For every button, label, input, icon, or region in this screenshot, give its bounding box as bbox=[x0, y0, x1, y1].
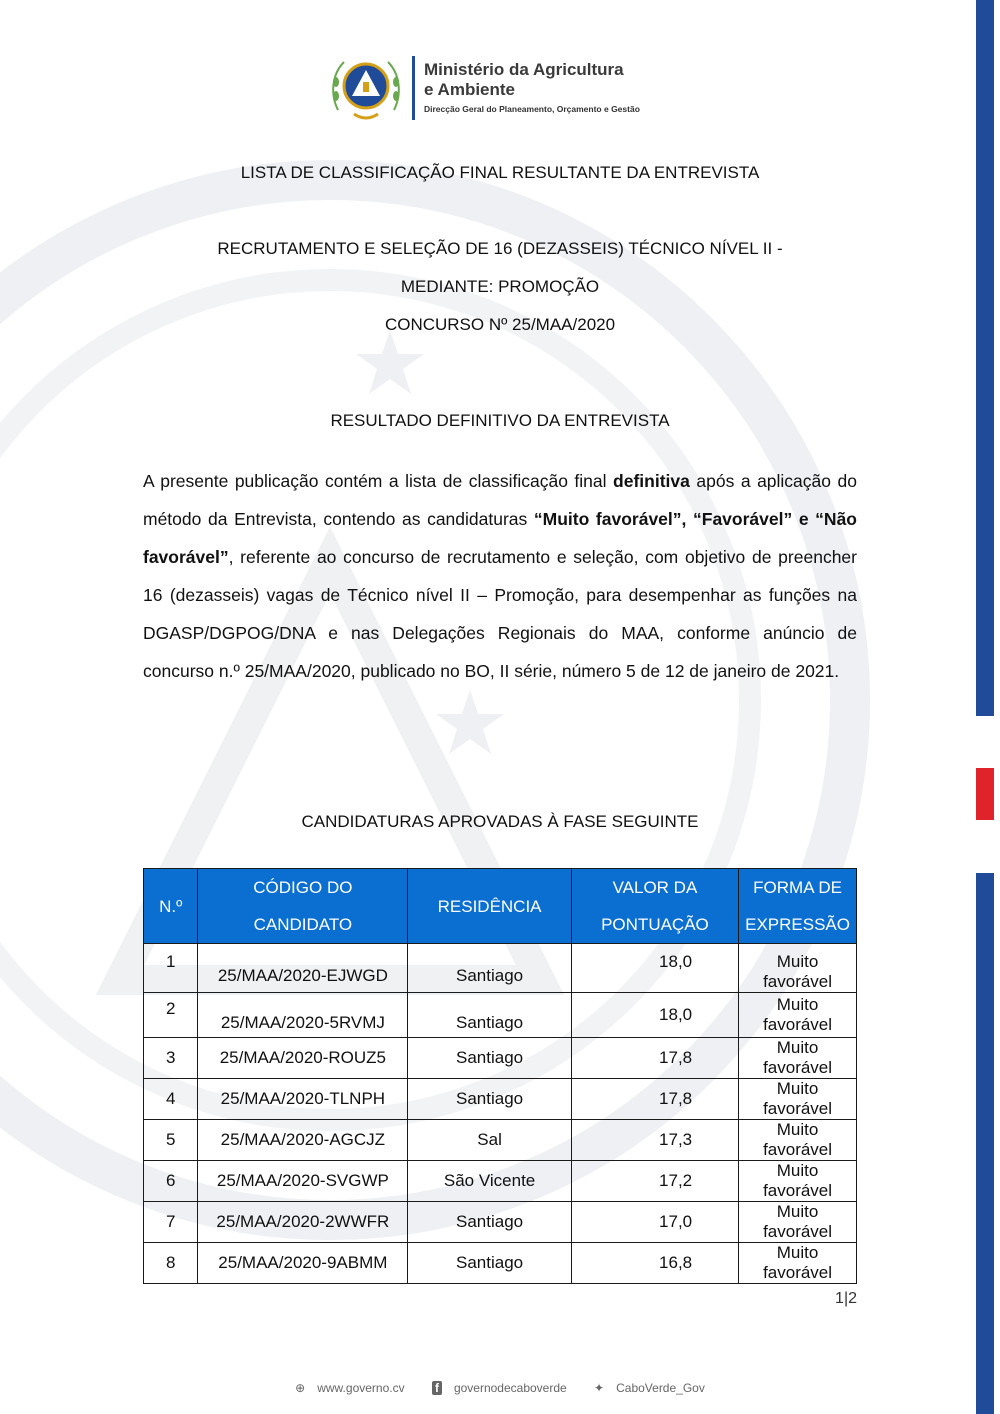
header-residence bbox=[408, 869, 571, 944]
cell-num: 3 bbox=[144, 1038, 198, 1079]
cell-code: 25/MAA/2020-2WWFR bbox=[198, 1202, 408, 1243]
table-row bbox=[144, 1243, 857, 1284]
cell-score: 16,8 bbox=[571, 1243, 738, 1284]
main-title: LISTA DE CLASSIFICAÇÃO FINAL RESULTANTE DA ENTREVISTA bbox=[240, 163, 760, 182]
cell-residence: Santiago bbox=[408, 944, 571, 993]
national-seal-icon bbox=[328, 52, 404, 124]
cell-score: 17,0 bbox=[571, 1202, 738, 1243]
table-row bbox=[144, 1161, 857, 1202]
cell-residence: Santiago bbox=[408, 1079, 571, 1120]
para-bold-definitiva: definitiva bbox=[613, 471, 690, 491]
footer-twitter[interactable] bbox=[588, 1381, 711, 1395]
cell-residence: Santiago bbox=[408, 1202, 571, 1243]
cell-num: 2 bbox=[144, 993, 198, 1038]
cell-form: Muito favorável bbox=[739, 1243, 857, 1284]
contest-title: CONCURSO Nº 25/MAA/2020 bbox=[384, 315, 616, 334]
cell-form: Muito favorável bbox=[739, 993, 857, 1038]
header-score-line2: PONTUAÇÃO bbox=[601, 915, 709, 934]
cell-code: 25/MAA/2020-5RVMJ bbox=[198, 993, 408, 1038]
facebook-icon: f bbox=[432, 1381, 442, 1395]
cell-form: Muito favorável bbox=[739, 1079, 857, 1120]
cell-code: 25/MAA/2020-ROUZ5 bbox=[198, 1038, 408, 1079]
table-row bbox=[144, 1038, 857, 1079]
ministry-name-line2: e Ambiente bbox=[424, 80, 516, 99]
cell-form: Muito favorável bbox=[739, 1202, 857, 1243]
table-row bbox=[144, 1120, 857, 1161]
cell-code: 25/MAA/2020-AGCJZ bbox=[198, 1120, 408, 1161]
cell-code: 25/MAA/2020-SVGWP bbox=[198, 1161, 408, 1202]
footer-website[interactable] bbox=[289, 1381, 410, 1395]
table-row bbox=[144, 1079, 857, 1120]
cell-num: 5 bbox=[144, 1120, 198, 1161]
ministry-header bbox=[328, 52, 688, 124]
cell-form: Muito favorável bbox=[739, 944, 857, 993]
cell-residence: Sal bbox=[408, 1120, 571, 1161]
cell-num: 7 bbox=[144, 1202, 198, 1243]
ministry-subtitle: Direcção Geral do Planeamento, Orçamento e Gestão bbox=[424, 104, 640, 114]
footer-twitter-text: CaboVerde_Gov bbox=[616, 1381, 705, 1395]
cell-num: 6 bbox=[144, 1161, 198, 1202]
para-bold-categories: “Muito favorável”, “Favorável” e “Não favorável” bbox=[143, 509, 857, 567]
cell-num: 4 bbox=[144, 1079, 198, 1120]
header-score-line1: VALOR DA bbox=[612, 878, 698, 897]
table-row bbox=[144, 1202, 857, 1243]
cell-form: Muito favorável bbox=[739, 1038, 857, 1079]
cell-code: 25/MAA/2020-TLNPH bbox=[198, 1079, 408, 1120]
para-text-3: , referente ao concurso de recrutamento e seleção, com objetivo de preencher 16 (dezasseis) vagas de Técnico nível II – Promoção, para desempenhar as funções na DGASP/DGPOG/DNA e nas Delegações Regionais do MAA, conforme anúncio de concurso n.º 25/MAA/2020, publicado no BO, II série, número 5 de 12 de janeiro de 2021. bbox=[143, 547, 857, 681]
cell-residence: São Vicente bbox=[408, 1161, 571, 1202]
cell-residence: Santiago bbox=[408, 1038, 571, 1079]
cell-score: 18,0 bbox=[571, 944, 738, 993]
footer-website-text: www.governo.cv bbox=[317, 1381, 405, 1395]
para-text-2: após a aplicação do método da Entrevista, contendo as candidaturas bbox=[143, 471, 857, 529]
footer-facebook[interactable] bbox=[426, 1381, 573, 1395]
para-text-1: A presente publicação contém a lista de classificação final bbox=[143, 471, 614, 491]
header-form-line1: FORMA DE bbox=[753, 878, 842, 897]
table-header-row bbox=[144, 869, 857, 944]
cell-score: 17,2 bbox=[571, 1161, 738, 1202]
cell-form: Muito favorável bbox=[739, 1120, 857, 1161]
footer bbox=[0, 1381, 1000, 1395]
recruitment-title: RECRUTAMENTO E SELEÇÃO DE 16 (DEZASSEIS) TÉCNICO NÍVEL II - bbox=[217, 239, 783, 258]
mode-title: MEDIANTE: PROMOÇÃO bbox=[400, 277, 600, 296]
cell-residence: Santiago bbox=[408, 993, 571, 1038]
header-form-line2: EXPRESSÃO bbox=[745, 915, 850, 934]
header-score bbox=[571, 869, 738, 944]
blue-side-stripe-top bbox=[976, 0, 994, 716]
header-num bbox=[144, 869, 198, 944]
table-row bbox=[144, 944, 857, 993]
blue-side-stripe-bottom bbox=[976, 873, 994, 1414]
header-code-line1: CÓDIGO DO bbox=[253, 878, 353, 897]
header-code-line2: CANDIDATO bbox=[253, 915, 353, 934]
twitter-icon: ✦ bbox=[594, 1381, 605, 1395]
header-form bbox=[739, 869, 857, 944]
cell-code: 25/MAA/2020-EJWGD bbox=[198, 944, 408, 993]
globe-icon: ⊕ bbox=[295, 1381, 306, 1395]
header-num-label: N.º bbox=[159, 896, 183, 916]
intro-paragraph bbox=[143, 462, 857, 690]
cell-residence: Santiago bbox=[408, 1243, 571, 1284]
result-title: RESULTADO DEFINITIVO DA ENTREVISTA bbox=[330, 411, 670, 430]
cell-score: 17,8 bbox=[571, 1079, 738, 1120]
ministry-name-line1: Ministério da Agricultura bbox=[424, 60, 624, 79]
header-divider bbox=[412, 56, 415, 120]
results-table bbox=[143, 868, 857, 1284]
header-code bbox=[198, 869, 408, 944]
cell-form: Muito favorável bbox=[739, 1161, 857, 1202]
table-row bbox=[144, 993, 857, 1038]
ministry-name bbox=[424, 60, 684, 100]
header-residence-label: RESIDÊNCIA bbox=[437, 896, 542, 916]
cell-code: 25/MAA/2020-9ABMM bbox=[198, 1243, 408, 1284]
footer-facebook-text: governodecaboverde bbox=[453, 1381, 567, 1395]
cell-score: 17,8 bbox=[571, 1038, 738, 1079]
cell-score: 17,3 bbox=[571, 1120, 738, 1161]
table-heading: CANDIDATURAS APROVADAS À FASE SEGUINTE bbox=[301, 812, 699, 831]
cell-score: 18,0 bbox=[571, 993, 738, 1038]
cell-num: 1 bbox=[144, 944, 198, 993]
page-number: 1|2 bbox=[835, 1290, 857, 1307]
cell-num: 8 bbox=[144, 1243, 198, 1284]
